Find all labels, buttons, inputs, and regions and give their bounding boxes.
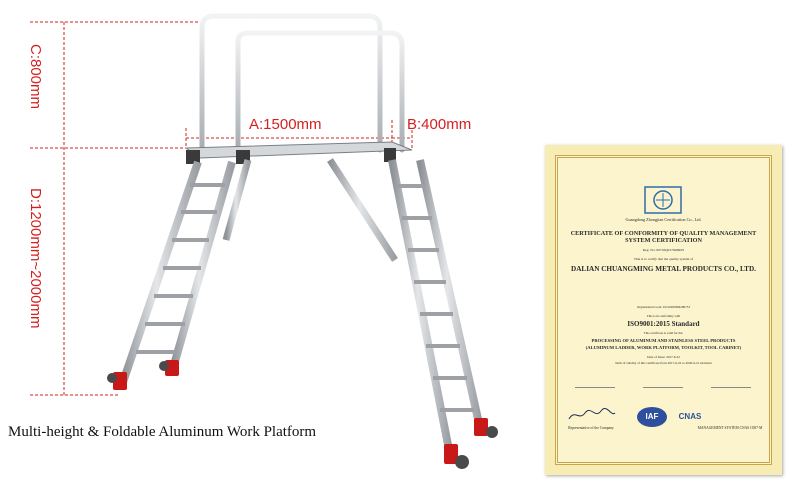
dimension-a-label: A:1500mm — [249, 116, 322, 133]
organization-code: Organization Code: 91210282684289753 — [637, 305, 690, 309]
registration-number: Reg. No: 00716Q017626R0S — [642, 248, 685, 252]
certificate-issuer: Guangdong Zhongjian Certification Co., Ltd. — [625, 217, 702, 222]
platform-deck — [186, 142, 412, 164]
date-of-issue: Date of Issue: 2017-6-22 — [647, 355, 680, 359]
iso-certificate — [545, 145, 782, 475]
certificate-title: CERTIFICATE OF CONFORMITY OF QUALITY MANAGEMENT SYSTEM CERTIFICATION — [570, 230, 757, 244]
iso-standard: ISO9001:2015 Standard — [627, 320, 700, 328]
dimension-d-label: D:1200mm~2000mm — [27, 188, 44, 329]
left-ladder — [107, 160, 248, 390]
certify-text: This is to certify that the quality system of — [633, 257, 694, 261]
scope-intro: This certificate is valid for the: — [643, 331, 684, 335]
right-ladder — [330, 160, 498, 469]
conformity-text: This is in conformity with — [646, 314, 681, 318]
cnas-label: MANAGEMENT SYSTEM CNAS C087-M — [697, 426, 763, 430]
product-caption: Multi-height & Foldable Aluminum Work Platform — [8, 424, 317, 440]
stamp-2 — [643, 377, 683, 388]
cnas-logo: CNAS — [678, 412, 702, 421]
term-of-validity: Term of validity of this certificate from 2017-6-22 to 2020-6-21 inclusive — [614, 361, 712, 365]
scope-line-2: (ALUMINUM LADDER, WORK PLATFORM, TOOLKIT, TOOL CABINET) — [585, 345, 742, 350]
stamp-1 — [575, 377, 615, 388]
scope-line-1: PROCESSING OF ALUMINUM AND STAINLESS STEEL PRODUCTS — [591, 338, 736, 343]
dimension-b-label: B:400mm — [407, 116, 472, 133]
company-name: DALIAN CHUANGMING METAL PRODUCTS CO., LTD. — [571, 265, 756, 273]
stamp-3 — [711, 377, 751, 388]
signature — [567, 407, 617, 423]
dimension-c-label: C:800mm — [27, 44, 44, 110]
certification-body-logo — [643, 185, 683, 215]
iaf-logo: IAF — [637, 407, 667, 427]
approval-stamps — [575, 377, 752, 389]
representative-label: Representative of the Company — [568, 426, 614, 430]
